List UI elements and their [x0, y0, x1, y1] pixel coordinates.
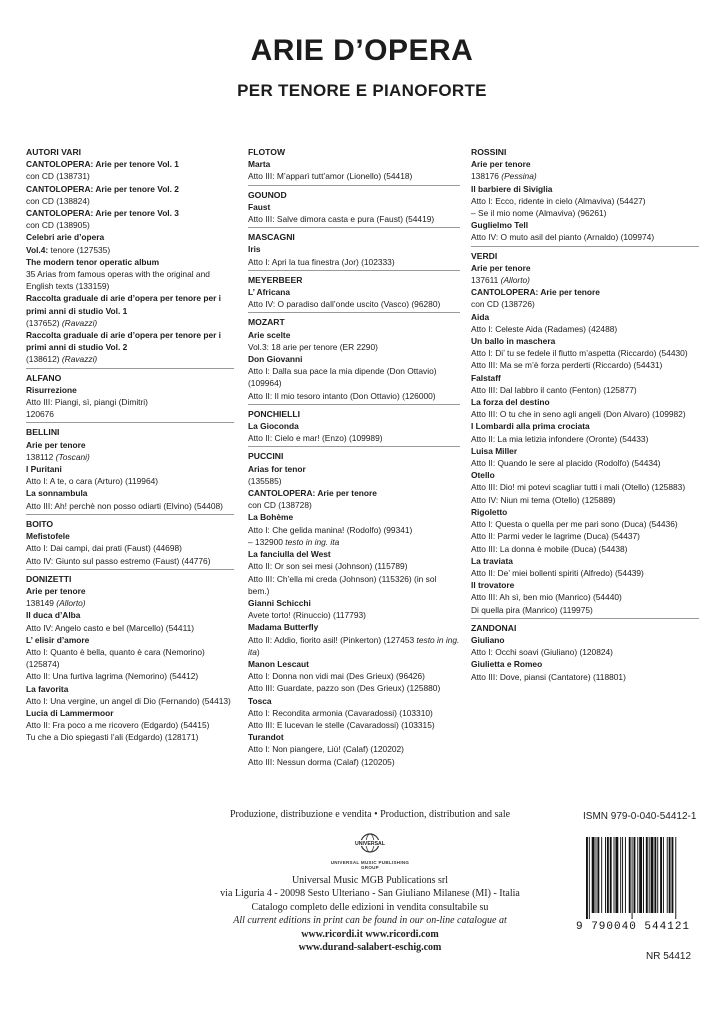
entry-text: Celebri arie d’opera	[26, 232, 105, 243]
aria-entry	[26, 719, 234, 731]
work-title	[471, 262, 699, 274]
work-title	[26, 439, 234, 451]
entry-text: Atto IV: O muto asil del pianto (Arnaldo) (109974)	[471, 232, 655, 243]
entry-text: Atto II: La mia letizia infondere (Oronte) (54433)	[471, 433, 649, 444]
entry-text: Atto III: Ch’ella mi creda (Johnson) (115326) (in sol bem.)	[248, 573, 437, 596]
work-title	[26, 292, 234, 316]
work-title	[471, 634, 699, 646]
aria-entry	[26, 170, 234, 182]
aria-entry	[248, 682, 460, 694]
aria-entry	[26, 244, 234, 256]
entry-text: Atto III: Salve dimora casta e pura (Faust) (54419)	[248, 214, 435, 225]
aria-entry	[248, 634, 460, 658]
aria-entry	[26, 555, 234, 567]
entry-text: Manon Lescaut	[248, 658, 309, 669]
entry-text: Vol. 2	[154, 183, 179, 194]
aria-entry	[26, 731, 234, 743]
entry-text: con CD (138726)	[471, 299, 535, 310]
entry-text: La traviata	[471, 555, 513, 566]
aria-entry	[471, 195, 699, 207]
work-title	[26, 463, 234, 475]
aria-entry	[26, 317, 234, 329]
entry-text: Atto II: De’ miei bollenti spiriti (Alfredo) (54439)	[471, 567, 644, 578]
entry-text: CANTOLOPERA: Arie per tenore	[26, 183, 155, 194]
aria-entry	[471, 494, 699, 506]
publisher-name: Universal Music MGB Publications srl	[291, 874, 449, 886]
work-title	[471, 396, 699, 408]
catalog-column-1	[26, 146, 234, 749]
entry-text: (Ravazzi)	[61, 354, 98, 365]
entry-text: 138112	[26, 451, 56, 462]
work-title	[26, 207, 234, 219]
entry-text: Vol. 3	[154, 208, 179, 219]
entry-text: Atto I: Celeste Aida (Radames) (42488)	[471, 323, 618, 334]
aria-entry	[248, 609, 460, 621]
aria-entry	[26, 195, 234, 207]
entry-text: Gianni Schicchi	[248, 597, 311, 608]
entry-text: Falstaff	[471, 372, 501, 383]
aria-entry	[471, 347, 699, 359]
work-title	[471, 183, 699, 195]
work-title	[471, 469, 699, 481]
work-title	[248, 487, 460, 499]
work-title	[26, 256, 234, 268]
aria-entry	[26, 597, 234, 609]
work-title	[248, 353, 460, 365]
work-title	[26, 329, 234, 353]
entry-text: Il barbiere di Siviglia	[471, 183, 553, 194]
work-title	[26, 530, 234, 542]
entry-text: L’ Africana	[248, 287, 291, 298]
entry-text: 138176	[471, 171, 502, 182]
aria-entry	[248, 707, 460, 719]
page-title: ARIE D’OPERA	[250, 34, 474, 67]
work-title	[248, 201, 460, 213]
work-title	[248, 695, 460, 707]
aria-entry	[471, 274, 699, 286]
entry-text: Madama Butterfly	[248, 622, 319, 633]
work-title	[471, 555, 699, 567]
entry-text: Raccolta graduale di arie d’opera per tenore	[26, 330, 201, 341]
barcode-digits: 9 790040 544121	[576, 921, 691, 933]
composer-name: ALFANO	[26, 372, 62, 383]
entry-text: CANTOLOPERA: Arie per tenore	[26, 159, 155, 170]
entry-text: )	[256, 646, 260, 657]
work-title	[248, 597, 460, 609]
entry-text: 120676	[26, 409, 54, 420]
entry-text: Iris	[248, 244, 261, 255]
aria-entry	[248, 719, 460, 731]
universal-logo-icon	[348, 826, 392, 860]
publisher-address: via Liguria 4 - 20098 Sesto Ulteriano - San Giuliano Milanese (MI) - Italia	[220, 888, 520, 899]
aria-entry	[248, 213, 460, 225]
entry-text: Atto III: Dal labbro il canto (Fenton) (125877)	[471, 384, 637, 395]
composer-name: BELLINI	[26, 427, 60, 438]
aria-entry	[471, 604, 699, 616]
entry-text: (Pessina)	[501, 171, 537, 182]
aria-entry	[248, 536, 460, 548]
aria-entry	[471, 567, 699, 579]
composer-section	[26, 573, 234, 746]
work-title	[26, 585, 234, 597]
work-title	[248, 158, 460, 170]
work-title	[248, 621, 460, 633]
work-title	[471, 658, 699, 670]
entry-text: Atto II: Una furtiva lagrima (Nemorino) (54412)	[26, 671, 199, 682]
entry-text: con CD (138824)	[26, 195, 90, 206]
aria-entry	[248, 524, 460, 536]
work-title	[471, 372, 699, 384]
entry-text: La Gioconda	[248, 421, 299, 432]
entry-text: Marta	[248, 159, 271, 170]
entry-text: Atto III: Dove, piansi (Cantatore) (118801)	[471, 671, 626, 682]
work-title	[248, 243, 460, 255]
entry-text: Atto III: Nessun dorma (Calaf) (120205)	[248, 756, 395, 767]
composer-name: VERDI	[471, 250, 498, 261]
work-title	[26, 609, 234, 621]
entry-text: (Allorto)	[500, 275, 530, 286]
work-title	[471, 286, 699, 298]
entry-text: Atto I: Quanto è bella, quanto è cara (Nemorino) (125874)	[26, 646, 205, 670]
aria-entry	[471, 231, 699, 243]
composer-name: FLOTOW	[248, 147, 286, 157]
ismn-code: ISMN 979-0-040-54412-1	[583, 811, 697, 822]
entry-text: per i primi anni di studio Vol. 2	[26, 330, 222, 353]
entry-text: Atto IV: Giunto sul passo estremo (Faust) (44776)	[26, 555, 211, 566]
work-title	[26, 707, 234, 719]
composer-section	[248, 408, 460, 448]
entry-text: Atto IV: Niun mi tema (Otello) (125889)	[471, 494, 616, 505]
entry-text: Arie per tenore	[26, 585, 86, 596]
work-title	[471, 445, 699, 457]
composer-section	[471, 250, 699, 619]
aria-entry	[471, 359, 699, 371]
entry-text: Atto I: Dalla sua pace la mia dipende (Don Ottavio) (109964)	[248, 366, 437, 389]
entry-text: Un ballo in maschera	[471, 336, 556, 347]
entry-text: Atto I: A te, o cara (Arturo) (119964)	[26, 476, 159, 487]
entry-text: Vol.3: 18 arie per tenore (ER 2290)	[248, 341, 378, 352]
entry-text: Il trovatore	[471, 580, 515, 591]
aria-entry	[248, 365, 460, 389]
work-title	[26, 183, 234, 195]
entry-text: Atto III: Guardate, pazzo son (Des Grieux) (125880)	[248, 683, 441, 694]
entry-text: Atto I: Ecco, ridente in cielo (Almaviva) (54427)	[471, 195, 646, 206]
entry-text: The modern tenor operatic album	[26, 256, 160, 267]
entry-text: Giulietta e Romeo	[471, 659, 543, 670]
work-title	[26, 487, 234, 499]
aria-entry	[248, 341, 460, 353]
entry-text: Atto III: Ma se m’è forza perderti (Riccardo) (54431)	[471, 360, 663, 371]
composer-name: ZANDONAI	[471, 622, 517, 633]
entry-text: Atto I: Recondita armonia (Cavaradossi) (103310)	[248, 707, 433, 718]
entry-text: Luisa Miller	[471, 445, 518, 456]
website-links[interactable]: www.ricordi.it www.ricordi.com	[301, 928, 439, 940]
aria-entry	[26, 219, 234, 231]
catalogue-note-en: All current editions in print can be found in our on-line catalogue at	[233, 915, 507, 926]
entry-text: Atto I: Apri la tua finestra (Jor) (102333)	[248, 256, 395, 267]
aria-entry	[248, 390, 460, 402]
aria-entry	[26, 268, 234, 292]
entry-text: testo in ing. ita	[248, 634, 460, 657]
aria-entry	[471, 518, 699, 530]
entry-text: Atto II: Fra poco a me ricovero (Edgardo) (54415)	[26, 720, 210, 731]
work-title	[248, 420, 460, 432]
composer-section	[248, 450, 460, 769]
entry-text: Otello	[471, 470, 495, 481]
aria-entry	[248, 499, 460, 511]
entry-text: Atto II: Or son sei mesi (Johnson) (115789)	[248, 561, 408, 572]
entry-text: Risurrezione	[26, 384, 77, 395]
entry-text: – 132900	[248, 536, 286, 547]
entry-text: Atto I: Una vergine, un angel di Dio (Fernando) (54413)	[26, 695, 231, 706]
aria-entry	[248, 475, 460, 487]
entry-text: Atto III: Piangi, sì, piangi (Dimitri)	[26, 397, 148, 408]
work-title	[248, 329, 460, 341]
work-title	[248, 548, 460, 560]
work-title	[471, 579, 699, 591]
website-link-durand[interactable]: www.durand-salabert-eschig.com	[298, 942, 442, 953]
aria-entry	[26, 451, 234, 463]
composer-section	[248, 146, 460, 186]
aria-entry	[471, 170, 699, 182]
entry-text: La sonnambula	[26, 488, 88, 499]
entry-text: 35 Arias from famous operas with the original and English texts (133159)	[26, 269, 210, 292]
entry-text: L’ elisir d’amore	[26, 634, 90, 645]
aria-entry	[26, 408, 234, 420]
aria-entry	[471, 530, 699, 542]
aria-entry	[26, 475, 234, 487]
entry-text: La favorita	[26, 683, 69, 694]
work-title	[26, 231, 234, 243]
entry-text: Atto III: Ah! perchè non posso odiarti (Elvino) (54408)	[26, 500, 223, 511]
entry-text: testo in ing. ita	[285, 536, 340, 547]
entry-text: CANTOLOPERA: Arie per tenore	[26, 208, 155, 219]
barcode-icon	[576, 835, 704, 919]
entry-text: I Lombardi alla prima crociata	[471, 421, 590, 432]
aria-entry	[26, 500, 234, 512]
entry-text: con CD (138731)	[26, 171, 90, 182]
aria-entry	[248, 756, 460, 768]
entry-text: Mefistofele	[26, 531, 70, 542]
work-title	[471, 420, 699, 432]
entry-text: Atto III: E lucevan le stelle (Cavaradossi) (103315)	[248, 719, 435, 730]
work-title	[26, 158, 234, 170]
aria-entry	[471, 298, 699, 310]
aria-entry	[471, 671, 699, 683]
work-title	[248, 658, 460, 670]
work-title	[471, 219, 699, 231]
aria-entry	[26, 695, 234, 707]
entry-text: Atto I: Questa o quella per me pari sono (Duca) (54436)	[471, 519, 678, 530]
entry-text: Atto IV: Angelo casto e bel (Marcello) (54411)	[26, 622, 195, 633]
entry-text: Atto III: Ah sì, ben mio (Manrico) (54440)	[471, 592, 622, 603]
work-title	[471, 506, 699, 518]
entry-text: Rigoletto	[471, 506, 508, 517]
entry-text: per i primi anni di studio Vol. 1	[26, 293, 222, 316]
composer-section	[248, 274, 460, 314]
entry-text: Raccolta graduale di arie d’opera per tenore	[26, 293, 201, 304]
entry-text: Tosca	[248, 695, 272, 706]
aria-entry	[26, 670, 234, 682]
entry-text: Il duca d’Alba	[26, 610, 81, 621]
composer-section	[248, 316, 460, 404]
work-title	[26, 634, 234, 646]
entry-text: Atto II: Quando le sere al placido (Rodolfo) (54434)	[471, 458, 661, 469]
composer-section	[248, 231, 460, 271]
entry-text: (Toscani)	[55, 451, 90, 462]
entry-text: Atto III: M’apparì tutt’amor (Lionello) (54418)	[248, 171, 413, 182]
entry-text: Arie scelte	[248, 329, 291, 340]
entry-text: Atto II: Parmi veder le lagrime (Duca) (54437)	[471, 531, 640, 542]
entry-text: Atto IV: O paradiso dall’onde uscito (Vasco) (96280)	[248, 299, 441, 310]
entry-text: Avete torto! (Rinuccio) (117793)	[248, 610, 366, 621]
entry-text: – Se il mio nome (Almaviva) (96261)	[471, 208, 607, 219]
aria-entry	[248, 298, 460, 310]
entry-text: Atto I: Occhi soavi (Giuliano) (120824)	[471, 647, 613, 658]
entry-text: Giuliano	[471, 634, 505, 645]
composer-name: GOUNOD	[248, 189, 287, 200]
catalogue-note-it: Catalogo completo delle edizioni in vendita consultabile su	[251, 901, 489, 913]
composer-name: PUCCINI	[248, 451, 284, 462]
entry-text: (137652)	[26, 317, 62, 328]
entry-text: Vol. 1	[154, 159, 179, 170]
aria-entry	[471, 457, 699, 469]
entry-text: Atto I: Dai campi, dai prati (Faust) (44698)	[26, 543, 182, 554]
entry-text: Atto III: Dio! mi potevi scagliar tutti i mali (Otello) (125883)	[471, 482, 686, 493]
composer-name: MOZART	[248, 317, 285, 328]
aria-entry	[26, 396, 234, 408]
aria-entry	[471, 433, 699, 445]
catalog-column-3	[471, 146, 699, 688]
entry-text: (138612)	[26, 354, 62, 365]
aria-entry	[471, 591, 699, 603]
aria-entry	[471, 481, 699, 493]
work-title	[248, 286, 460, 298]
work-title	[471, 158, 699, 170]
work-title	[248, 463, 460, 475]
entry-text: tenore (127535)	[48, 244, 111, 255]
entry-text: Turandot	[248, 732, 284, 743]
page-subtitle: PER TENORE E PIANOFORTE	[237, 81, 487, 100]
entry-text: Vol.4:	[26, 244, 49, 255]
entry-text: CANTOLOPERA: Arie per tenore	[471, 287, 600, 298]
catalog-column-2	[248, 146, 460, 773]
entry-text: Atto I: Donna non vidi mai (Des Grieux) (96426)	[248, 671, 425, 682]
entry-text: Arias for tenor	[248, 463, 306, 474]
production-line: Produzione, distribuzione e vendita • Production, distribution and sale	[229, 809, 511, 820]
entry-text: Atto III: La donna è mobile (Duca) (54438)	[471, 543, 628, 554]
logo-wordmark: UNIVERSAL	[355, 841, 385, 847]
logo-subtitle: UNIVERSAL MUSIC PUBLISHING GROUP	[330, 860, 410, 870]
composer-name: PONCHIELLI	[248, 408, 301, 419]
composer-name: MEYERBEER	[248, 274, 303, 285]
aria-entry	[248, 560, 460, 572]
entry-text: La forza del destino	[471, 397, 550, 408]
entry-text: La Bohème	[248, 512, 294, 523]
aria-entry	[26, 622, 234, 634]
entry-text: Atto I: Di’ tu se fedele il flutto m’aspetta (Riccardo) (54430)	[471, 348, 688, 359]
aria-entry	[248, 170, 460, 182]
work-title	[471, 335, 699, 347]
entry-text: Guglielmo Tell	[471, 220, 529, 231]
entry-text: (Ravazzi)	[61, 317, 98, 328]
entry-text: (135585)	[248, 475, 282, 486]
composer-section	[248, 189, 460, 229]
aria-entry	[26, 542, 234, 554]
aria-entry	[26, 353, 234, 365]
aria-entry	[471, 323, 699, 335]
composer-name: ROSSINI	[471, 147, 507, 157]
catalog-number: NR 54412	[646, 951, 692, 962]
work-title	[26, 384, 234, 396]
entry-text: Arie per tenore	[471, 262, 531, 273]
entry-text: I Puritani	[26, 464, 62, 475]
composer-name: DONIZETTI	[26, 573, 72, 584]
composer-section	[26, 146, 234, 369]
composer-section	[26, 372, 234, 424]
entry-text: 138149	[26, 598, 57, 609]
entry-text: Don Giovanni	[248, 354, 303, 365]
entry-text: Atto III: O tu che in seno agli angeli (Don Alvaro) (109982)	[471, 409, 686, 420]
composer-section	[471, 622, 699, 685]
aria-entry	[471, 384, 699, 396]
aria-entry	[248, 573, 460, 597]
aria-entry	[248, 670, 460, 682]
entry-text: Atto II: Cielo e mar! (Enzo) (109989)	[248, 433, 383, 444]
work-title	[248, 731, 460, 743]
aria-entry	[248, 256, 460, 268]
entry-text: Atto I: Non piangere, Liù! (Calaf) (120202)	[248, 744, 404, 755]
entry-text: Atto II: Addio, fiorito asil! (Pinkerton) (127453	[248, 634, 417, 645]
composer-section	[26, 518, 234, 570]
entry-text: Atto I: Che gelida manina! (Rodolfo) (99341)	[248, 524, 413, 535]
entry-text: Arie per tenore	[26, 439, 86, 450]
entry-text: Di quella pira (Manrico) (119975)	[471, 604, 593, 615]
work-title	[26, 683, 234, 695]
aria-entry	[471, 207, 699, 219]
composer-name: AUTORI VARI	[26, 147, 82, 157]
work-title	[248, 511, 460, 523]
composer-section	[26, 426, 234, 514]
entry-text: Faust	[248, 201, 271, 212]
composer-name: BOITO	[26, 518, 54, 529]
aria-entry	[471, 646, 699, 658]
aria-entry	[26, 646, 234, 670]
composer-section	[471, 146, 699, 247]
entry-text: Atto II: Il mio tesoro intanto (Don Ottavio) (126000)	[248, 390, 436, 401]
entry-text: CANTOLOPERA: Arie per tenore	[248, 488, 377, 499]
aria-entry	[248, 432, 460, 444]
aria-entry	[248, 743, 460, 755]
aria-entry	[471, 543, 699, 555]
entry-text: con CD (138905)	[26, 220, 90, 231]
entry-text: Lucia di Lammermoor	[26, 707, 114, 718]
entry-text: con CD (138728)	[248, 500, 312, 511]
composer-name: MASCAGNI	[248, 232, 295, 243]
entry-text: Tu che a Dio spiegasti l’ali (Edgardo) (128171)	[26, 732, 199, 743]
entry-text: La fanciulla del West	[248, 549, 331, 560]
entry-text: (Allorto)	[56, 598, 86, 609]
entry-text: 137611	[471, 275, 501, 286]
entry-text: Aida	[471, 311, 490, 322]
entry-text: Arie per tenore	[471, 159, 531, 170]
work-title	[471, 311, 699, 323]
aria-entry	[471, 408, 699, 420]
